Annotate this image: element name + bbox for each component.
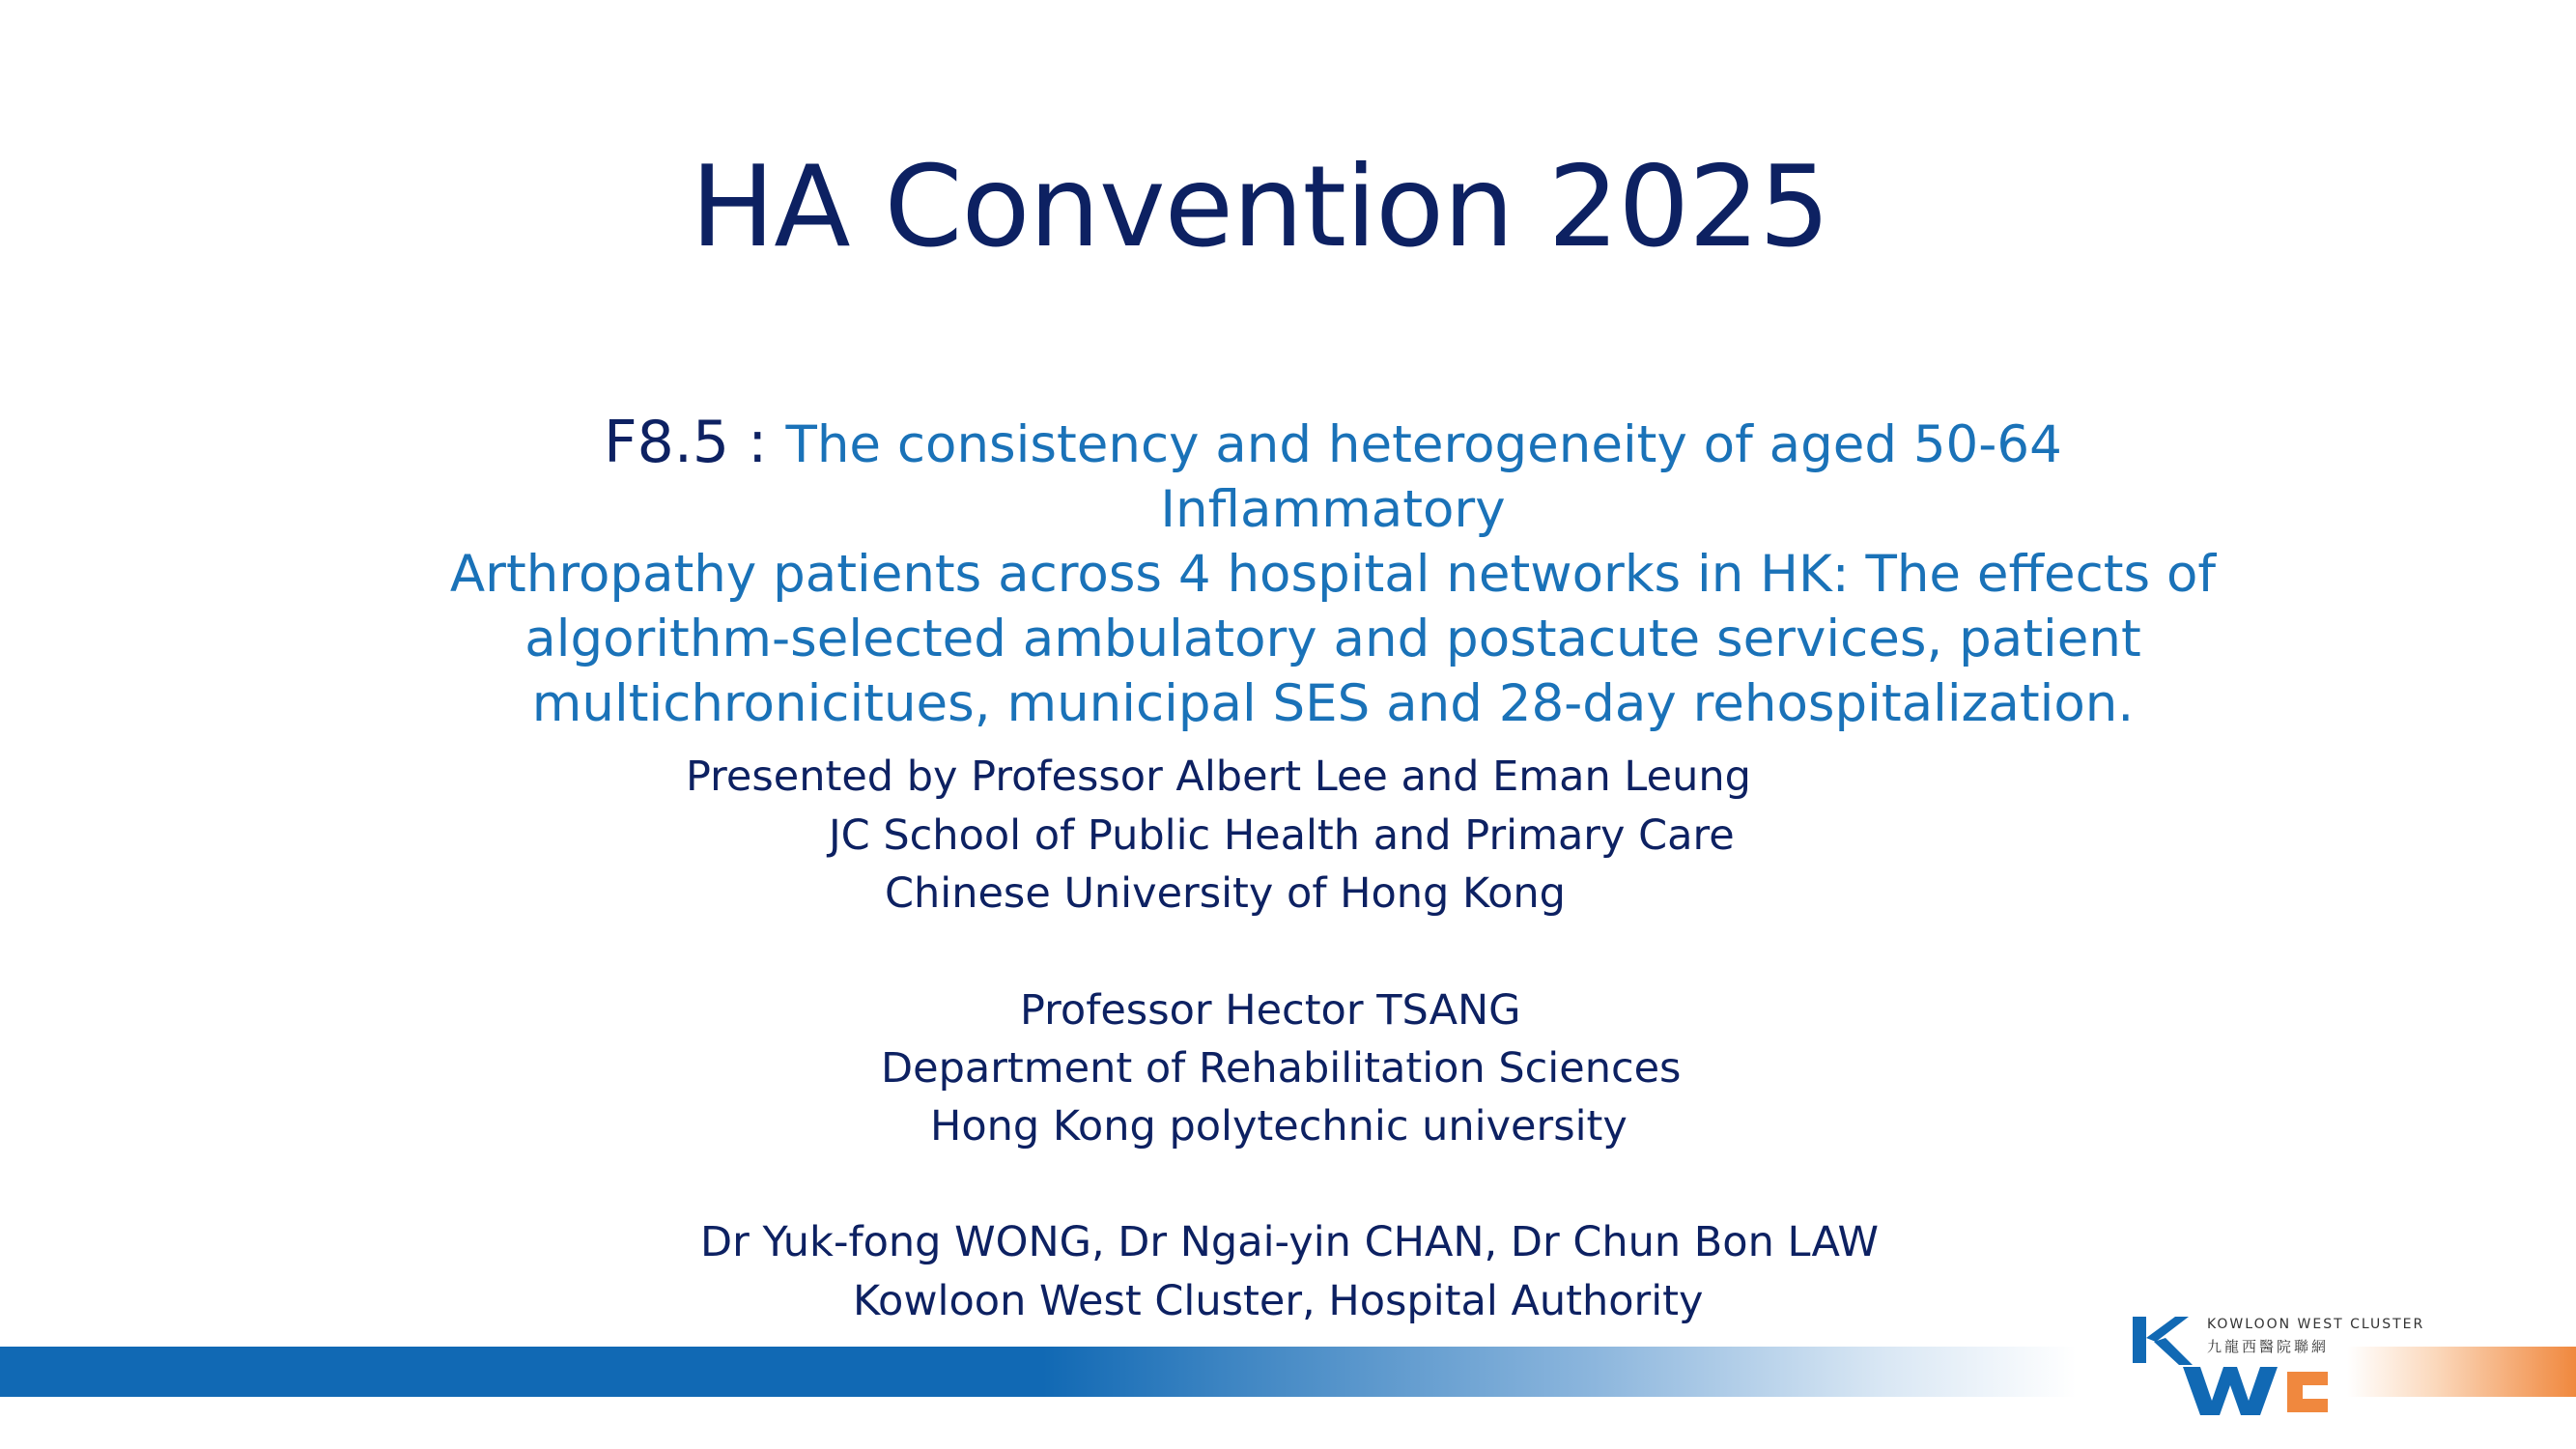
slide-title: HA Convention 2025 [691,142,1829,272]
paper-title-line-1: The consistency and heterogeneity of aged 50-64 Inflammatory [785,415,2062,539]
paper-title-line-4: multichronicitues, municipal SES and 28-day rehospitalization. [531,674,2135,733]
paper-code: F8.5 : [604,409,786,476]
presenter-line: Professor Hector TSANG [1020,986,1521,1035]
paper-title-line-3: algorithm-selected ambulatory and postacute services, patient [524,610,2141,668]
presenter-line: Presented by Professor Albert Lee and Eman Leung [686,753,1751,801]
affiliation-line: Hong Kong polytechnic university [930,1102,1628,1151]
affiliation-line: Department of Rehabilitation Sciences [881,1044,1682,1093]
kwc-logo [2125,1309,2531,1425]
kwc-logo-wc-icon [2183,1362,2376,1420]
affiliation-line: Chinese University of Hong Kong [885,869,1566,918]
affiliation-line: JC School of Public Health and Primary Care [829,811,1735,860]
paper-title-line-2: Arthropathy patients across 4 hospital networks in HK: The effects of [449,545,2217,604]
presenter-line: Dr Yuk-fong WONG, Dr Ngai-yin CHAN, Dr Chun Bon LAW [700,1218,1880,1266]
paper-title-block [425,411,2241,736]
affiliation-line: Kowloon West Cluster, Hospital Authority [853,1277,1704,1325]
logo-chinese-text: 九龍西醫院聯網 [2207,1338,2330,1355]
logo-english-text: KOWLOON WEST CLUSTER [2207,1317,2425,1332]
